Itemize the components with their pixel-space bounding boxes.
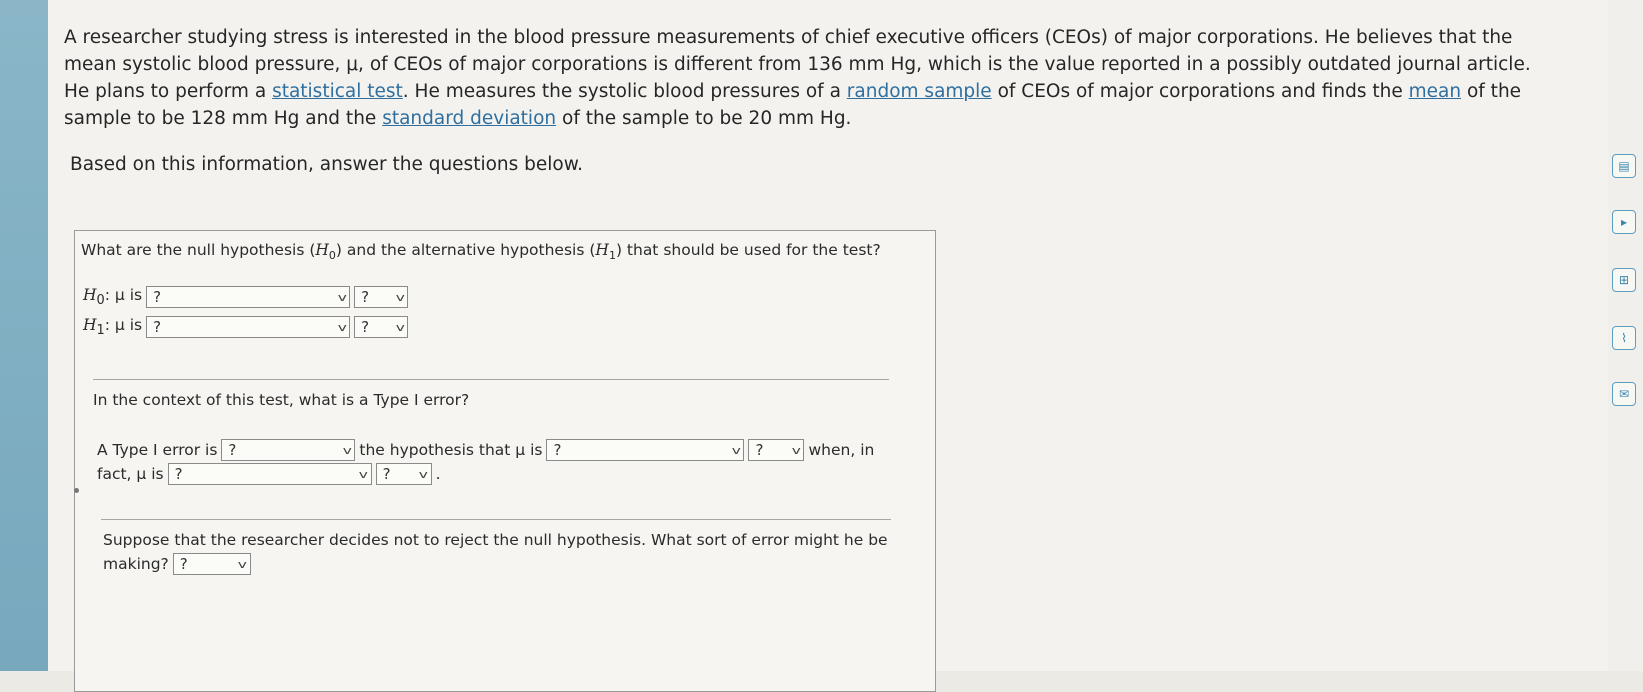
section-divider [93, 379, 889, 380]
h1-label [83, 316, 142, 338]
type-one-relation-select[interactable] [546, 439, 744, 461]
type-one-fact-relation-value: ? [174, 465, 183, 483]
h1-subscript: 1 [608, 249, 616, 263]
passage-line-2: mean systolic blood pressure, μ, of CEOs of major corporations is different from 136 mm Hg, which is the value reported in a possibly outdated journal article. [64, 54, 1531, 75]
h0-relation-select[interactable] [146, 286, 350, 308]
type-one-relation-value: ? [553, 441, 562, 459]
error-type-row [103, 553, 251, 575]
passage-text: sample to be 128 mm Hg and the [64, 108, 383, 129]
h1-value-select[interactable] [354, 316, 408, 338]
q1-prompt-a: What are the null hypothesis ( [81, 241, 316, 259]
type-one-text-2: the hypothesis that μ is [359, 441, 543, 459]
left-background-strip [0, 0, 48, 671]
q1-prompt-c: ) that should be used for the test? [615, 241, 881, 259]
error-type-question: Suppose that the researcher decides not to reject the null hypothesis. What sort of error might he be [103, 531, 888, 549]
h0-symbol: H [315, 241, 329, 259]
type-one-action-select[interactable] [221, 439, 355, 461]
type-one-row-1 [97, 439, 874, 461]
type-one-value-select[interactable] [748, 439, 804, 461]
type-one-action-value: ? [228, 441, 237, 459]
chevron-down-icon: v [358, 467, 368, 481]
chevron-down-icon: v [337, 290, 347, 304]
type-one-value-value: ? [755, 441, 764, 459]
passage-text: . He measures the systolic blood pressures of a [402, 81, 847, 102]
h0-subscript: 0 [328, 249, 336, 263]
h0-value-select[interactable] [354, 286, 408, 308]
type-one-fact-value-value: ? [382, 465, 391, 483]
statistical-test-link[interactable]: statistical test [272, 81, 403, 102]
error-type-value: ? [179, 555, 188, 573]
chevron-down-icon: v [342, 443, 352, 457]
type-one-text-4: fact, μ is [97, 465, 164, 483]
mean-link[interactable]: mean [1408, 81, 1462, 102]
h1-value-value: ? [361, 318, 370, 337]
passage-text: of the sample to be 20 mm Hg. [556, 108, 852, 129]
answer-panel [74, 230, 936, 692]
chevron-down-icon: v [418, 467, 428, 481]
passage-line-1: A researcher studying stress is interested in the blood pressure measurements of chief executive officers (CEOs) of major corporations. He believes that the [64, 27, 1513, 48]
video-icon[interactable]: ▸ [1612, 210, 1636, 234]
passage-text: He plans to perform a [64, 81, 273, 102]
h1-label-text: : μ is [104, 316, 143, 334]
mail-icon[interactable]: ✉ [1612, 382, 1636, 406]
passage-line-3 [64, 78, 1584, 105]
h0-label [83, 286, 142, 308]
type-one-row-2 [97, 463, 441, 485]
error-type-select[interactable] [173, 553, 251, 575]
h0-label-symbol: H [83, 286, 97, 304]
question-content [48, 0, 1608, 671]
chevron-down-icon: v [791, 443, 801, 457]
q1-prompt-b: ) and the alternative hypothesis ( [335, 241, 596, 259]
type-one-error-question: In the context of this test, what is a Type I error? [93, 391, 470, 409]
type-one-fact-relation-select[interactable] [168, 463, 372, 485]
h1-symbol: H [595, 241, 609, 259]
passage-text: of CEOs of major corporations and finds the [991, 81, 1409, 102]
instruction-text: Based on this information, answer the questions below. [70, 154, 584, 175]
h1-label-sub: 1 [96, 323, 105, 339]
h1-row [83, 316, 408, 338]
h0-label-sub: 0 [96, 293, 105, 309]
type-one-period: . [435, 465, 441, 483]
type-one-fact-value-select[interactable] [376, 463, 432, 485]
h1-label-symbol: H [83, 316, 97, 334]
chevron-down-icon: v [731, 443, 741, 457]
chevron-down-icon: v [337, 320, 347, 334]
h0-label-text: : μ is [104, 286, 143, 304]
random-sample-link[interactable]: random sample [846, 81, 992, 102]
h0-row [83, 286, 408, 308]
passage-text: of the [1461, 81, 1522, 102]
type-one-text-3: when, in [808, 441, 875, 459]
error-type-prompt-2: making? [103, 555, 169, 573]
h0-relation-value: ? [153, 288, 162, 307]
chart-icon[interactable]: ⌇ [1612, 326, 1636, 350]
section-divider [101, 519, 891, 520]
h1-relation-select[interactable] [146, 316, 350, 338]
problem-statement [64, 24, 1584, 132]
chevron-down-icon: v [395, 290, 405, 304]
type-one-text-1: A Type I error is [97, 441, 218, 459]
passage-line-4 [64, 105, 1584, 132]
table-icon[interactable]: ⊞ [1612, 268, 1636, 292]
standard-deviation-link[interactable]: standard deviation [382, 108, 557, 129]
chevron-down-icon: v [237, 557, 248, 571]
h1-relation-value: ? [153, 318, 162, 337]
calculator-icon[interactable]: ▤ [1612, 154, 1636, 178]
h0-value-value: ? [361, 288, 370, 307]
chevron-down-icon: v [395, 320, 405, 334]
bullet-dot [74, 488, 79, 493]
hypothesis-question [81, 241, 881, 262]
